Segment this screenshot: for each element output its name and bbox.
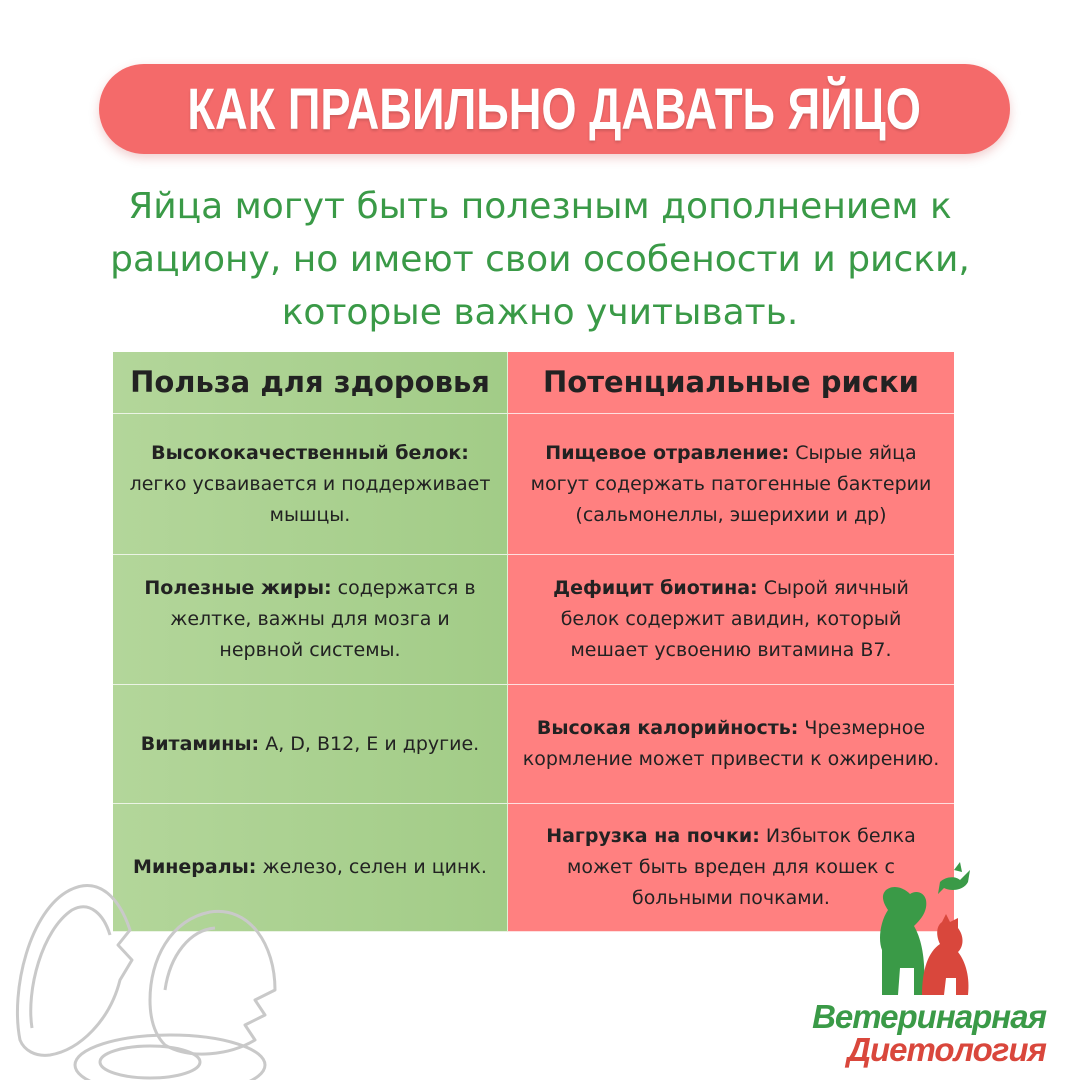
risk-text: Избыток белка может быть вреден для кошек с больными почками. [566, 825, 916, 909]
risk-text: Чрезмерное кормление может привести к ожирению. [522, 717, 940, 770]
risk-term: Пищевое отравление: [545, 441, 790, 464]
benefit-term: Полезные жиры: [144, 577, 332, 599]
risk-text: Сырой яичный белок содержит авидин, который мешает усвоению витамина В7. [560, 577, 909, 661]
benefit-term: Высококачественный белок: [151, 441, 469, 464]
benefit-text: A, D, B12, E и другие. [265, 732, 480, 755]
benefit-text: железо, селен и цинк. [262, 856, 487, 878]
benefit-term: Витамины: [140, 732, 260, 755]
benefit-text: легко усваивается и поддерживает мышцы. [129, 472, 491, 526]
benefit-cell [113, 414, 508, 555]
benefit-cell [113, 555, 508, 685]
dog-cat-bird-icon [870, 860, 980, 1000]
risk-text: Сырые яйца могут содержать патогенные бактерии (сальмонеллы, эшерихии и др) [530, 441, 932, 526]
page-title: КАК ПРАВИЛЬНО ДАВАТЬ ЯЙЦО [187, 76, 922, 142]
brand-line-2: Диетология [847, 1031, 1046, 1068]
risk-cell [508, 555, 954, 685]
risk-cell [508, 685, 954, 804]
benefit-term: Минералы: [133, 856, 257, 878]
benefits-header: Польза для здоровья [113, 352, 508, 414]
title-banner [99, 64, 1010, 154]
brand-logo [812, 1000, 1046, 1066]
cracked-egg-icon [0, 850, 290, 1080]
risk-term: Высокая калорийность: [536, 717, 799, 739]
risk-cell [508, 414, 954, 555]
benefit-cell [113, 685, 508, 804]
risk-term: Нагрузка на почки: [546, 825, 760, 847]
intro-text: Яйца могут быть полезным дополнением к рациону, но имеют свои особености и риски, которые важно учитывать. [110, 186, 970, 333]
risk-term: Дефицит биотина: [553, 577, 758, 599]
comparison-table [113, 352, 954, 934]
benefit-text: содержатся в желтке, важны для мозга и нервной системы. [170, 577, 476, 661]
brand-line-1: Ветеринарная [812, 998, 1046, 1035]
risks-header: Потенциальные риски [508, 352, 954, 414]
